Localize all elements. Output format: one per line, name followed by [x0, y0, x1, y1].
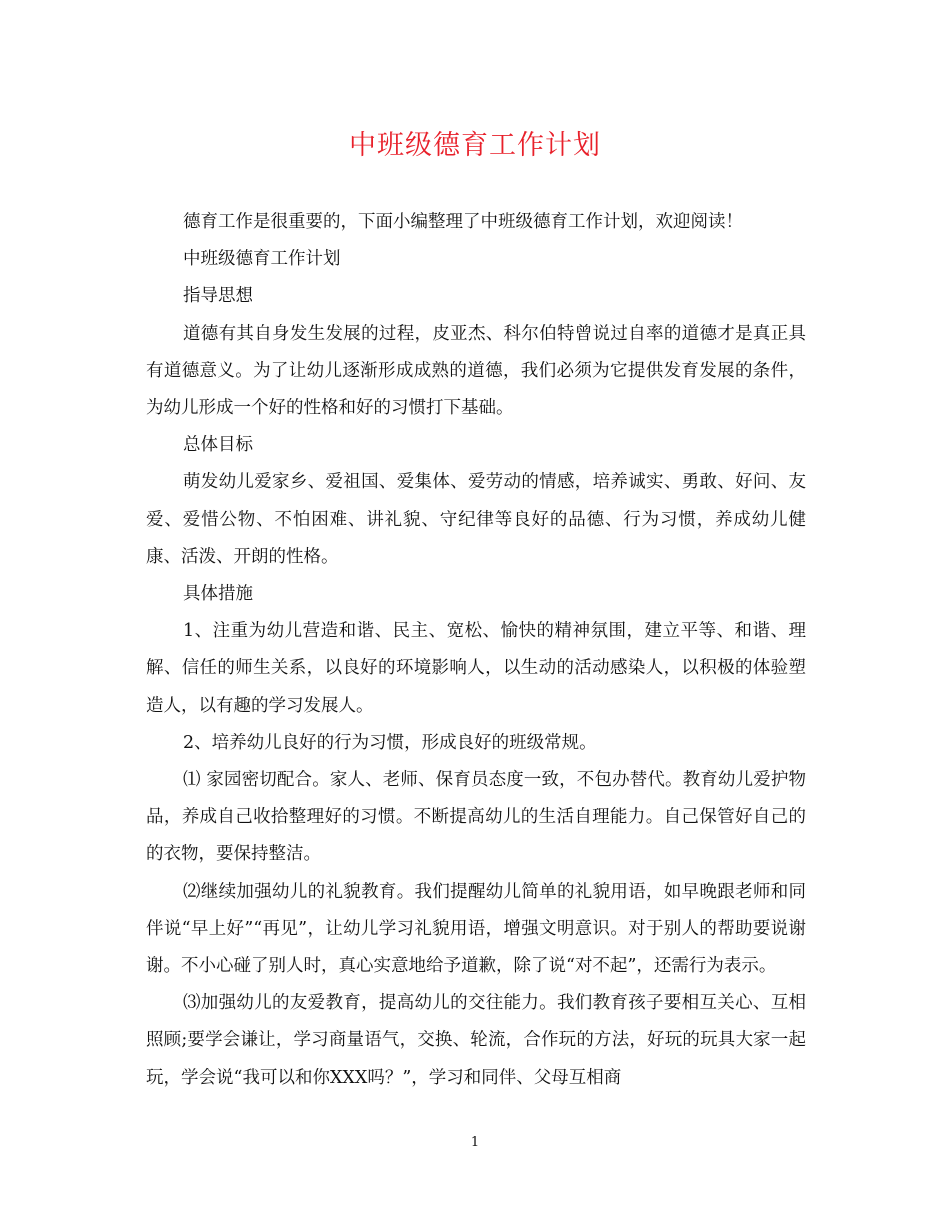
- overall-goal-paragraph: 萌发幼儿爱家乡、爱祖国、爱集体、爱劳动的情感，培养诚实、勇敢、好问、友爱、爱惜公物、不怕困难、讲礼貌、守纪律等良好的品德、行为习惯，养成幼儿健康、活泼、开朗的性格。: [146, 472, 806, 567]
- guiding-thought-paragraph: 道德有其自身发生发展的过程，皮亚杰、科尔伯特曾说过自率的道德才是真正具有道德意义。为了让幼儿逐渐形成成熟的道德，我们必须为它提供发育发展的条件，为幼儿形成一个好的性格和好的习惯打下基础。: [146, 323, 806, 419]
- measure-1-paragraph: 1、注重为幼儿营造和谐、民主、宽松、愉快的精神氛围，建立平等、和谐、理解、信任的师生关系，以良好的环境影响人，以生动的活动感染人，以积极的体验塑造人，以有趣的学习发展人。: [146, 621, 806, 716]
- measure-2-paragraph: 2、培养幼儿良好的行为习惯，形成良好的班级常规。: [183, 732, 597, 753]
- measure-2-item-2-paragraph: ⑵继续加强幼儿的礼貌教育。我们提醒幼儿简单的礼貌用语，如早晚跟老师和同伴说“早上好”“再见”，让幼儿学习礼貌用语，增强文明意识。对于别人的帮助要说谢谢。不小心碰了别人时，真心实意地给予道歉，除了说“对不起”，还需行为表示。: [146, 881, 806, 977]
- section-heading-measures: 具体措施: [183, 584, 253, 605]
- intro-paragraph: 德育工作是很重要的，下面小编整理了中班级德育工作计划，欢迎阅读！: [183, 212, 743, 232]
- section-heading-guiding-thought: 指导思想: [183, 286, 253, 307]
- measure-2-item-1-paragraph: ⑴ 家园密切配合。家人、老师、保育员态度一致，不包办替代。教育幼儿爱护物品，养成自己收拾整理好的习惯。不断提高幼儿的生活自理能力。自己保管好自己的的衣物，要保持整洁。: [146, 770, 806, 865]
- measure-2-item-3-paragraph: ⑶加强幼儿的友爱教育，提高幼儿的交往能力。我们教育孩子要相互关心、互相照顾;要学会谦让，学习商量语气，交换、轮流，合作玩的方法，好玩的玩具大家一起玩，学会说“我可以和你XXX吗？”，学习和同伴、父母互相商: [146, 993, 806, 1088]
- document-body: [146, 204, 806, 1097]
- page-number: 1: [470, 1135, 480, 1150]
- document-title: 中班级德育工作计划: [349, 130, 601, 161]
- section-heading-overall-goal: 总体目标: [183, 435, 253, 456]
- subtitle-paragraph: 中班级德育工作计划: [183, 249, 341, 270]
